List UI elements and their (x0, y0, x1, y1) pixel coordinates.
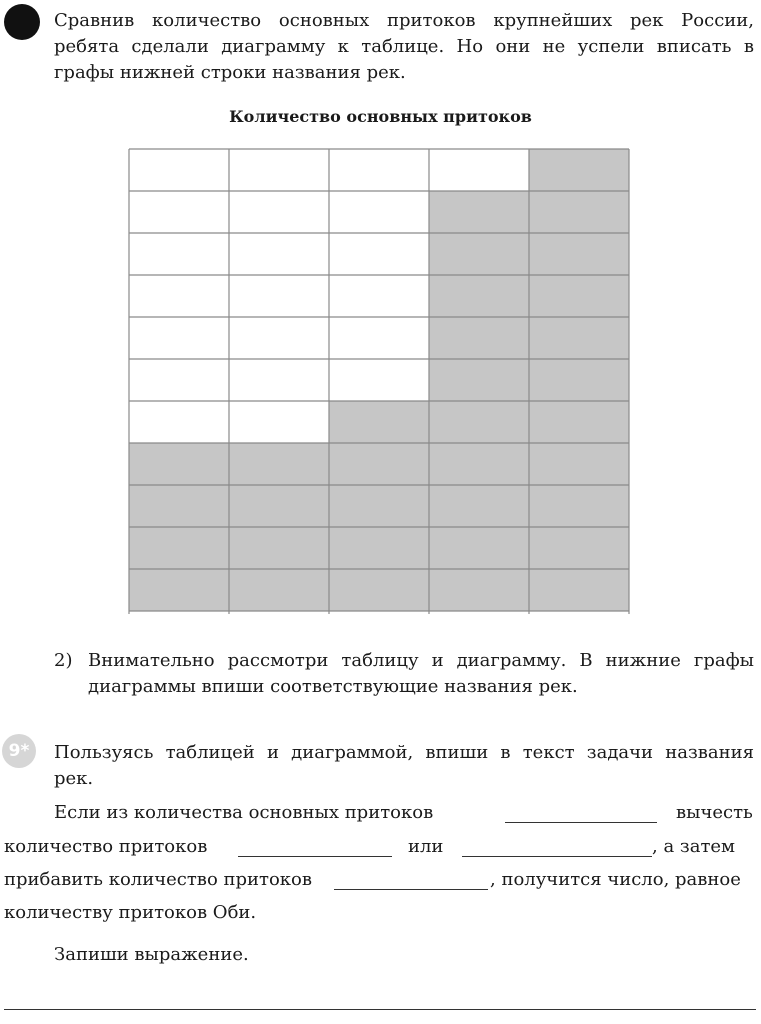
fill-text-p8: количеству притоков Оби. (4, 902, 257, 923)
fill-text-p4: или (408, 836, 444, 857)
blank-input-2[interactable] (238, 856, 392, 857)
task-2-line-2: диаграммы впиши соответствующие названия рек. (88, 676, 578, 697)
bar-3 (329, 401, 429, 611)
fill-text-p7: , получится число, равное (490, 869, 741, 890)
chart-title: Количество основных притоков (229, 107, 532, 126)
intro-line-3: графы нижней строки названия рек. (54, 62, 406, 83)
answer-line[interactable] (4, 1009, 756, 1010)
task-bullet (4, 4, 40, 40)
blank-input-4[interactable] (334, 889, 488, 890)
task-9-line-1: Пользуясь таблицей и диаграммой, впиши в текст задачи названия (54, 742, 754, 763)
tributaries-chart (128, 148, 632, 614)
blank-input-3[interactable] (462, 856, 652, 857)
fill-text-p5: , а затем (652, 836, 736, 857)
task-9-line-2: рек. (54, 768, 94, 789)
task-2-line-1: Внимательно рассмотри таблицу и диаграмму. В нижние графы (88, 650, 754, 671)
instruction: Запиши выражение. (54, 944, 249, 965)
task-9-badge: 9* (2, 734, 36, 768)
task-2-number: 2) (54, 650, 73, 671)
intro-line-2: ребята сделали диаграмму к таблице. Но они не успели вписать в (54, 36, 754, 57)
intro-line-1: Сравнив количество основных притоков крупнейших рек России, (54, 10, 754, 31)
blank-input-1[interactable] (505, 822, 657, 823)
intro-text (54, 8, 754, 86)
task-9-text (54, 740, 754, 792)
fill-text-p6: прибавить количество притоков (4, 869, 313, 890)
task-2 (54, 648, 754, 700)
bar-5 (529, 149, 629, 611)
fill-text-p2: вычесть (676, 802, 753, 823)
fill-text-p3: количество притоков (4, 836, 208, 857)
fill-text-p1: Если из количества основных притоков (54, 802, 434, 823)
